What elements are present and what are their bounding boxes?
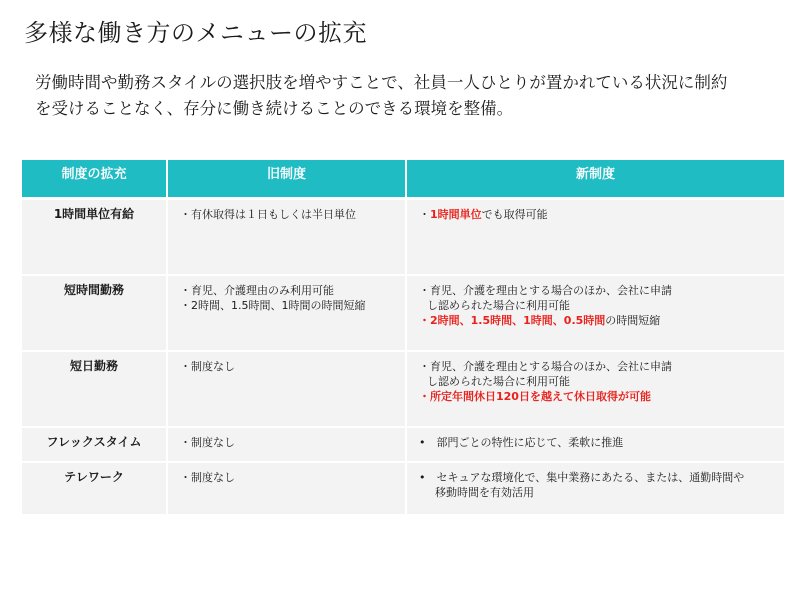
row-name: テレワーク (22, 463, 166, 514)
row-name: 短日勤務 (22, 352, 166, 426)
new-prefix: ・ (419, 208, 430, 221)
old-line: ・制度なし (180, 360, 235, 373)
new-line: 移動時間を有効活用 (435, 486, 534, 499)
table-row (22, 200, 784, 274)
row-new (407, 428, 784, 461)
new-line (419, 207, 784, 222)
row-new (407, 463, 784, 514)
new-line: ・育児、介護を理由とする場合のほか、会社に申請 (419, 284, 672, 297)
new-highlight: 1時間単位 (430, 208, 482, 221)
header-old-system: 旧制度 (168, 160, 405, 197)
row-new (407, 276, 784, 350)
table-row (22, 463, 784, 514)
table-row (22, 428, 784, 461)
new-highlight: ・2時間、1.5時間、1時間、0.5時間 (419, 314, 606, 327)
table-header-row (22, 160, 784, 197)
old-line: ・制度なし (180, 471, 235, 484)
comparison-table (22, 160, 784, 514)
table-row (22, 276, 784, 350)
lead-line-2: を受けることなく、存分に働き続けることのできる環境を整備。 (35, 99, 514, 118)
new-suffix: の時間短縮 (605, 314, 661, 327)
header-new-system: 新制度 (407, 160, 784, 197)
new-line (419, 313, 784, 328)
old-line: ・制度なし (180, 436, 235, 449)
new-line: し認められた場合に利用可能 (427, 299, 570, 312)
new-line: ・育児、介護を理由とする場合のほか、会社に申請 (419, 360, 672, 373)
new-highlight: ・所定年間休日120日を越えて休日取得が可能 (419, 390, 651, 403)
table-row (22, 352, 784, 426)
lead-text (35, 70, 795, 122)
new-suffix: でも取得可能 (481, 208, 548, 221)
row-old (168, 463, 405, 514)
old-line: ・2時間、1.5時間、1時間の時間短縮 (180, 299, 366, 312)
row-new (407, 352, 784, 426)
row-name: 短時間勤務 (22, 276, 166, 350)
new-line: • 部門ごとの特性に応じて、柔軟に推進 (419, 436, 624, 449)
new-line: • セキュアな環境化で、集中業務にあたる、または、通勤時間や (419, 471, 745, 484)
row-name: 1時間単位有給 (22, 200, 166, 274)
page-title: 多様な働き方のメニューの拡充 (24, 19, 367, 47)
old-line: ・育児、介護理由のみ利用可能 (180, 284, 334, 297)
old-line: ・有休取得は１日もしくは半日単位 (180, 208, 356, 221)
row-name: フレックスタイム (22, 428, 166, 461)
row-new (407, 200, 784, 274)
header-category: 制度の拡充 (22, 160, 166, 197)
row-old (168, 200, 405, 274)
row-old (168, 428, 405, 461)
row-old (168, 352, 405, 426)
new-line: し認められた場合に利用可能 (427, 375, 570, 388)
lead-line-1: 労働時間や勤務スタイルの選択肢を増やすことで、社員一人ひとりが置かれている状況に制約 (35, 73, 728, 92)
row-old (168, 276, 405, 350)
